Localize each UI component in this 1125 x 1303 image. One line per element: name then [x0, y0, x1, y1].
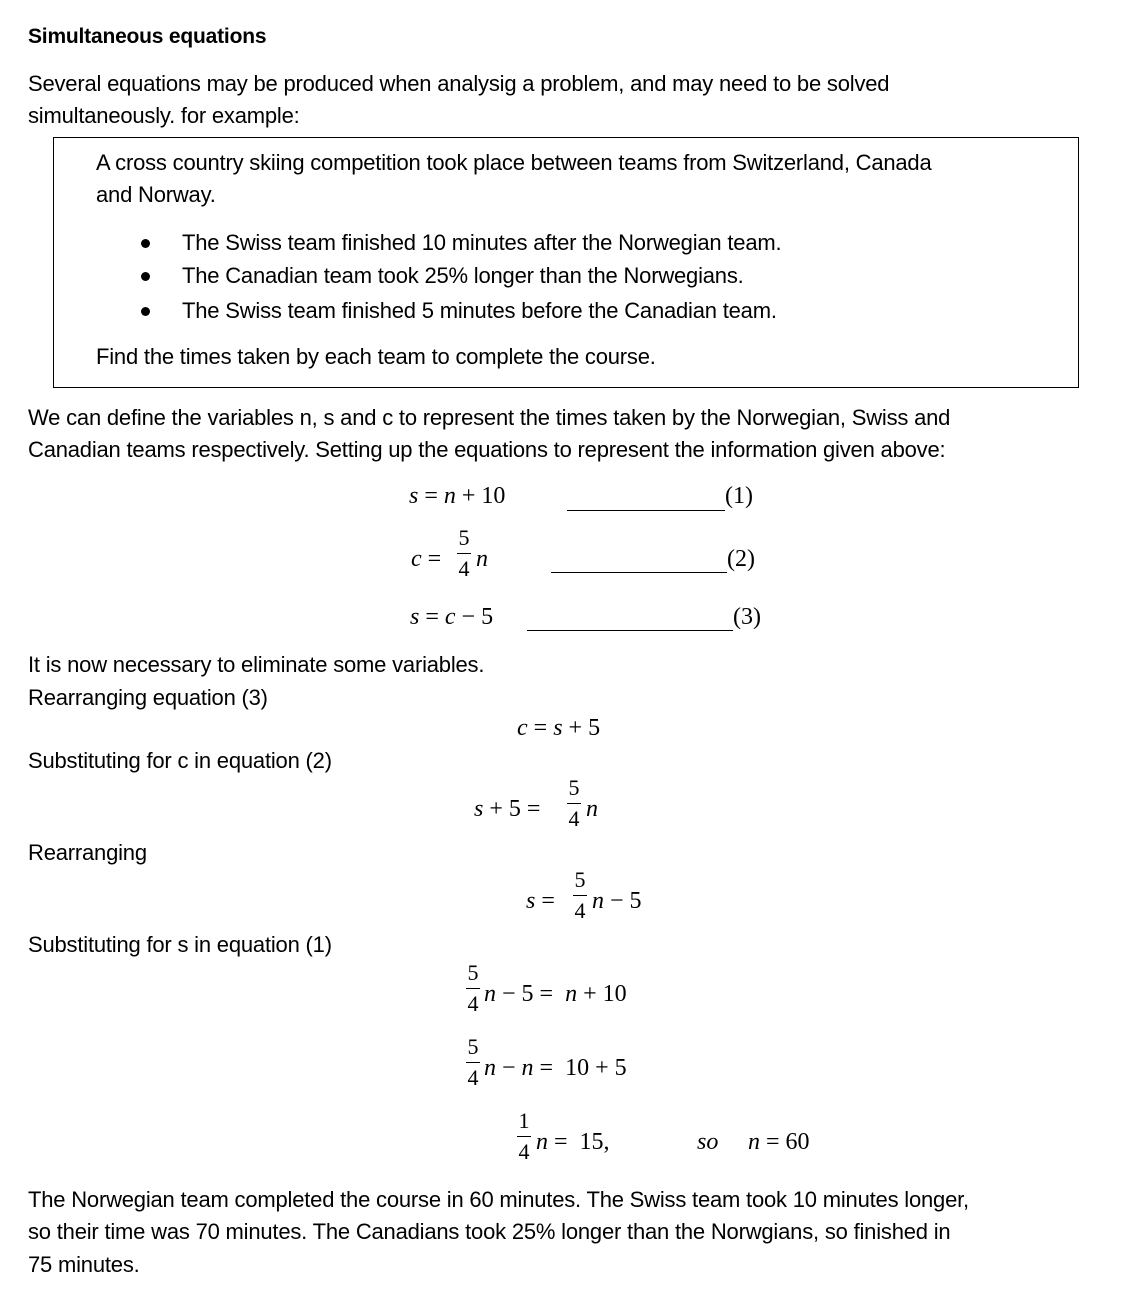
var-s: s: [409, 483, 419, 509]
problem-line-1: A cross country skiing competition took place between teams from Switzerland, Canada: [96, 150, 932, 175]
intro-line-2: simultaneously. for example:: [28, 103, 300, 128]
rearranged-eq-3: [517, 715, 600, 742]
term: 10 + 5: [565, 1055, 627, 1081]
bullet-icon: [141, 272, 150, 281]
problem-line-2: and Norway.: [96, 182, 216, 207]
var-s: s: [553, 715, 563, 741]
define-line-1: We can define the variables n, s and c to represent the times taken by the Norwegian, Swiss and: [28, 405, 951, 430]
numerator: 5: [574, 867, 586, 892]
numerator: 5: [568, 775, 580, 800]
define-line-2: Canadian teams respectively. Setting up the equations to represent the information given above:: [28, 437, 946, 462]
solution-result: [748, 1129, 810, 1156]
fraction-bar: [457, 553, 471, 554]
intro-line-1: Several equations may be produced when analysig a problem, and may need to be solved: [28, 71, 890, 96]
denominator: 4: [574, 898, 586, 923]
numerator: 1: [518, 1108, 530, 1133]
var-s: s: [474, 796, 484, 822]
fraction-bar: [573, 895, 587, 896]
equation-leader-line: [527, 630, 733, 631]
fraction: [566, 777, 582, 830]
substituted-eq-lhs: [474, 796, 540, 823]
so-word: so: [697, 1129, 719, 1155]
eq-sign: =: [539, 1055, 554, 1081]
var-s: s: [526, 888, 536, 914]
denominator: 4: [458, 556, 470, 581]
var-n: n: [484, 981, 496, 1007]
denominator: 4: [467, 991, 479, 1016]
eq-sign: =: [554, 1129, 568, 1155]
fraction-bar: [567, 803, 581, 804]
fraction: [572, 869, 588, 922]
equation-2-label: (2): [727, 546, 755, 572]
bullet-item: The Canadian team took 25% longer than the Norwegians.: [182, 263, 744, 288]
var-n: n: [536, 1129, 548, 1155]
denominator: 4: [467, 1065, 479, 1090]
eq-sign: =: [425, 604, 439, 630]
var-n: n: [484, 1055, 496, 1081]
term: + 5: [568, 715, 601, 741]
denominator: 4: [518, 1139, 530, 1164]
eq-sign: =: [424, 483, 438, 509]
equation-leader-line: [567, 510, 725, 511]
bullet-item: The Swiss team finished 10 minutes after the Norwegian team.: [182, 230, 782, 255]
var-n: n: [586, 796, 598, 822]
equation-3: [410, 604, 493, 631]
numerator: 5: [458, 525, 470, 550]
equation-leader-line: [551, 572, 727, 573]
term: 15,: [579, 1129, 610, 1155]
fraction: [465, 962, 481, 1015]
fraction: [456, 527, 472, 580]
step-substitute-s: Substituting for s in equation (1): [28, 932, 332, 957]
step-rearrange: Rearranging: [28, 840, 147, 865]
conclusion-line-3: 75 minutes.: [28, 1252, 140, 1277]
var-n: n: [565, 981, 578, 1007]
term: − 5: [610, 888, 642, 914]
eq-sign: =: [541, 888, 555, 914]
fraction-bar: [517, 1136, 531, 1137]
var-n: n: [748, 1129, 760, 1155]
var-n: n: [592, 888, 604, 914]
problem-question: Find the times taken by each team to complete the course.: [96, 344, 656, 369]
solution-line-a: [484, 981, 627, 1008]
var-n: n: [521, 1055, 534, 1081]
equation-1: [409, 483, 505, 510]
solution-line-c: [536, 1129, 610, 1156]
var-n: n: [443, 483, 456, 509]
var-c: c: [517, 715, 528, 741]
bullet-icon: [141, 307, 150, 316]
term: + 5 =: [489, 796, 541, 822]
fraction-bar: [466, 988, 480, 989]
bullet-icon: [141, 239, 150, 248]
var-n: n: [476, 546, 488, 572]
rearranged-eq-rhs: [592, 888, 642, 915]
equation-1-label: (1): [725, 483, 753, 509]
fraction-bar: [466, 1062, 480, 1063]
equation-2-lhs: [411, 546, 441, 573]
equation-3-label: (3): [733, 604, 761, 630]
term: −: [502, 1055, 516, 1081]
fraction: [516, 1110, 532, 1163]
term: = 60: [766, 1129, 810, 1155]
step-eliminate: It is now necessary to eliminate some variables.: [28, 652, 485, 677]
fraction: [465, 1036, 481, 1089]
bullet-item: The Swiss team finished 5 minutes before the Canadian team.: [182, 298, 777, 323]
term: − 5: [461, 604, 494, 630]
var-s: s: [410, 604, 420, 630]
eq-sign: =: [427, 546, 442, 572]
solution-line-b: [484, 1055, 627, 1082]
step-substitute-c: Substituting for c in equation (2): [28, 748, 332, 773]
term: − 5 =: [502, 981, 554, 1007]
conclusion-line-2: so their time was 70 minutes. The Canadians took 25% longer than the Norwgians, so finished in: [28, 1219, 951, 1244]
eq-sign: =: [533, 715, 548, 741]
term: + 10: [583, 981, 627, 1007]
var-c: c: [444, 604, 456, 630]
numerator: 5: [467, 1034, 479, 1059]
page-title: Simultaneous equations: [28, 25, 267, 48]
conclusion-line-1: The Norwegian team completed the course in 60 minutes. The Swiss team took 10 minutes longer,: [28, 1187, 969, 1212]
step-rearrange-3: Rearranging equation (3): [28, 685, 268, 710]
denominator: 4: [568, 806, 580, 831]
rearranged-eq-lhs: [526, 888, 555, 915]
var-c: c: [411, 546, 422, 572]
numerator: 5: [467, 960, 479, 985]
term: + 10: [461, 483, 506, 509]
